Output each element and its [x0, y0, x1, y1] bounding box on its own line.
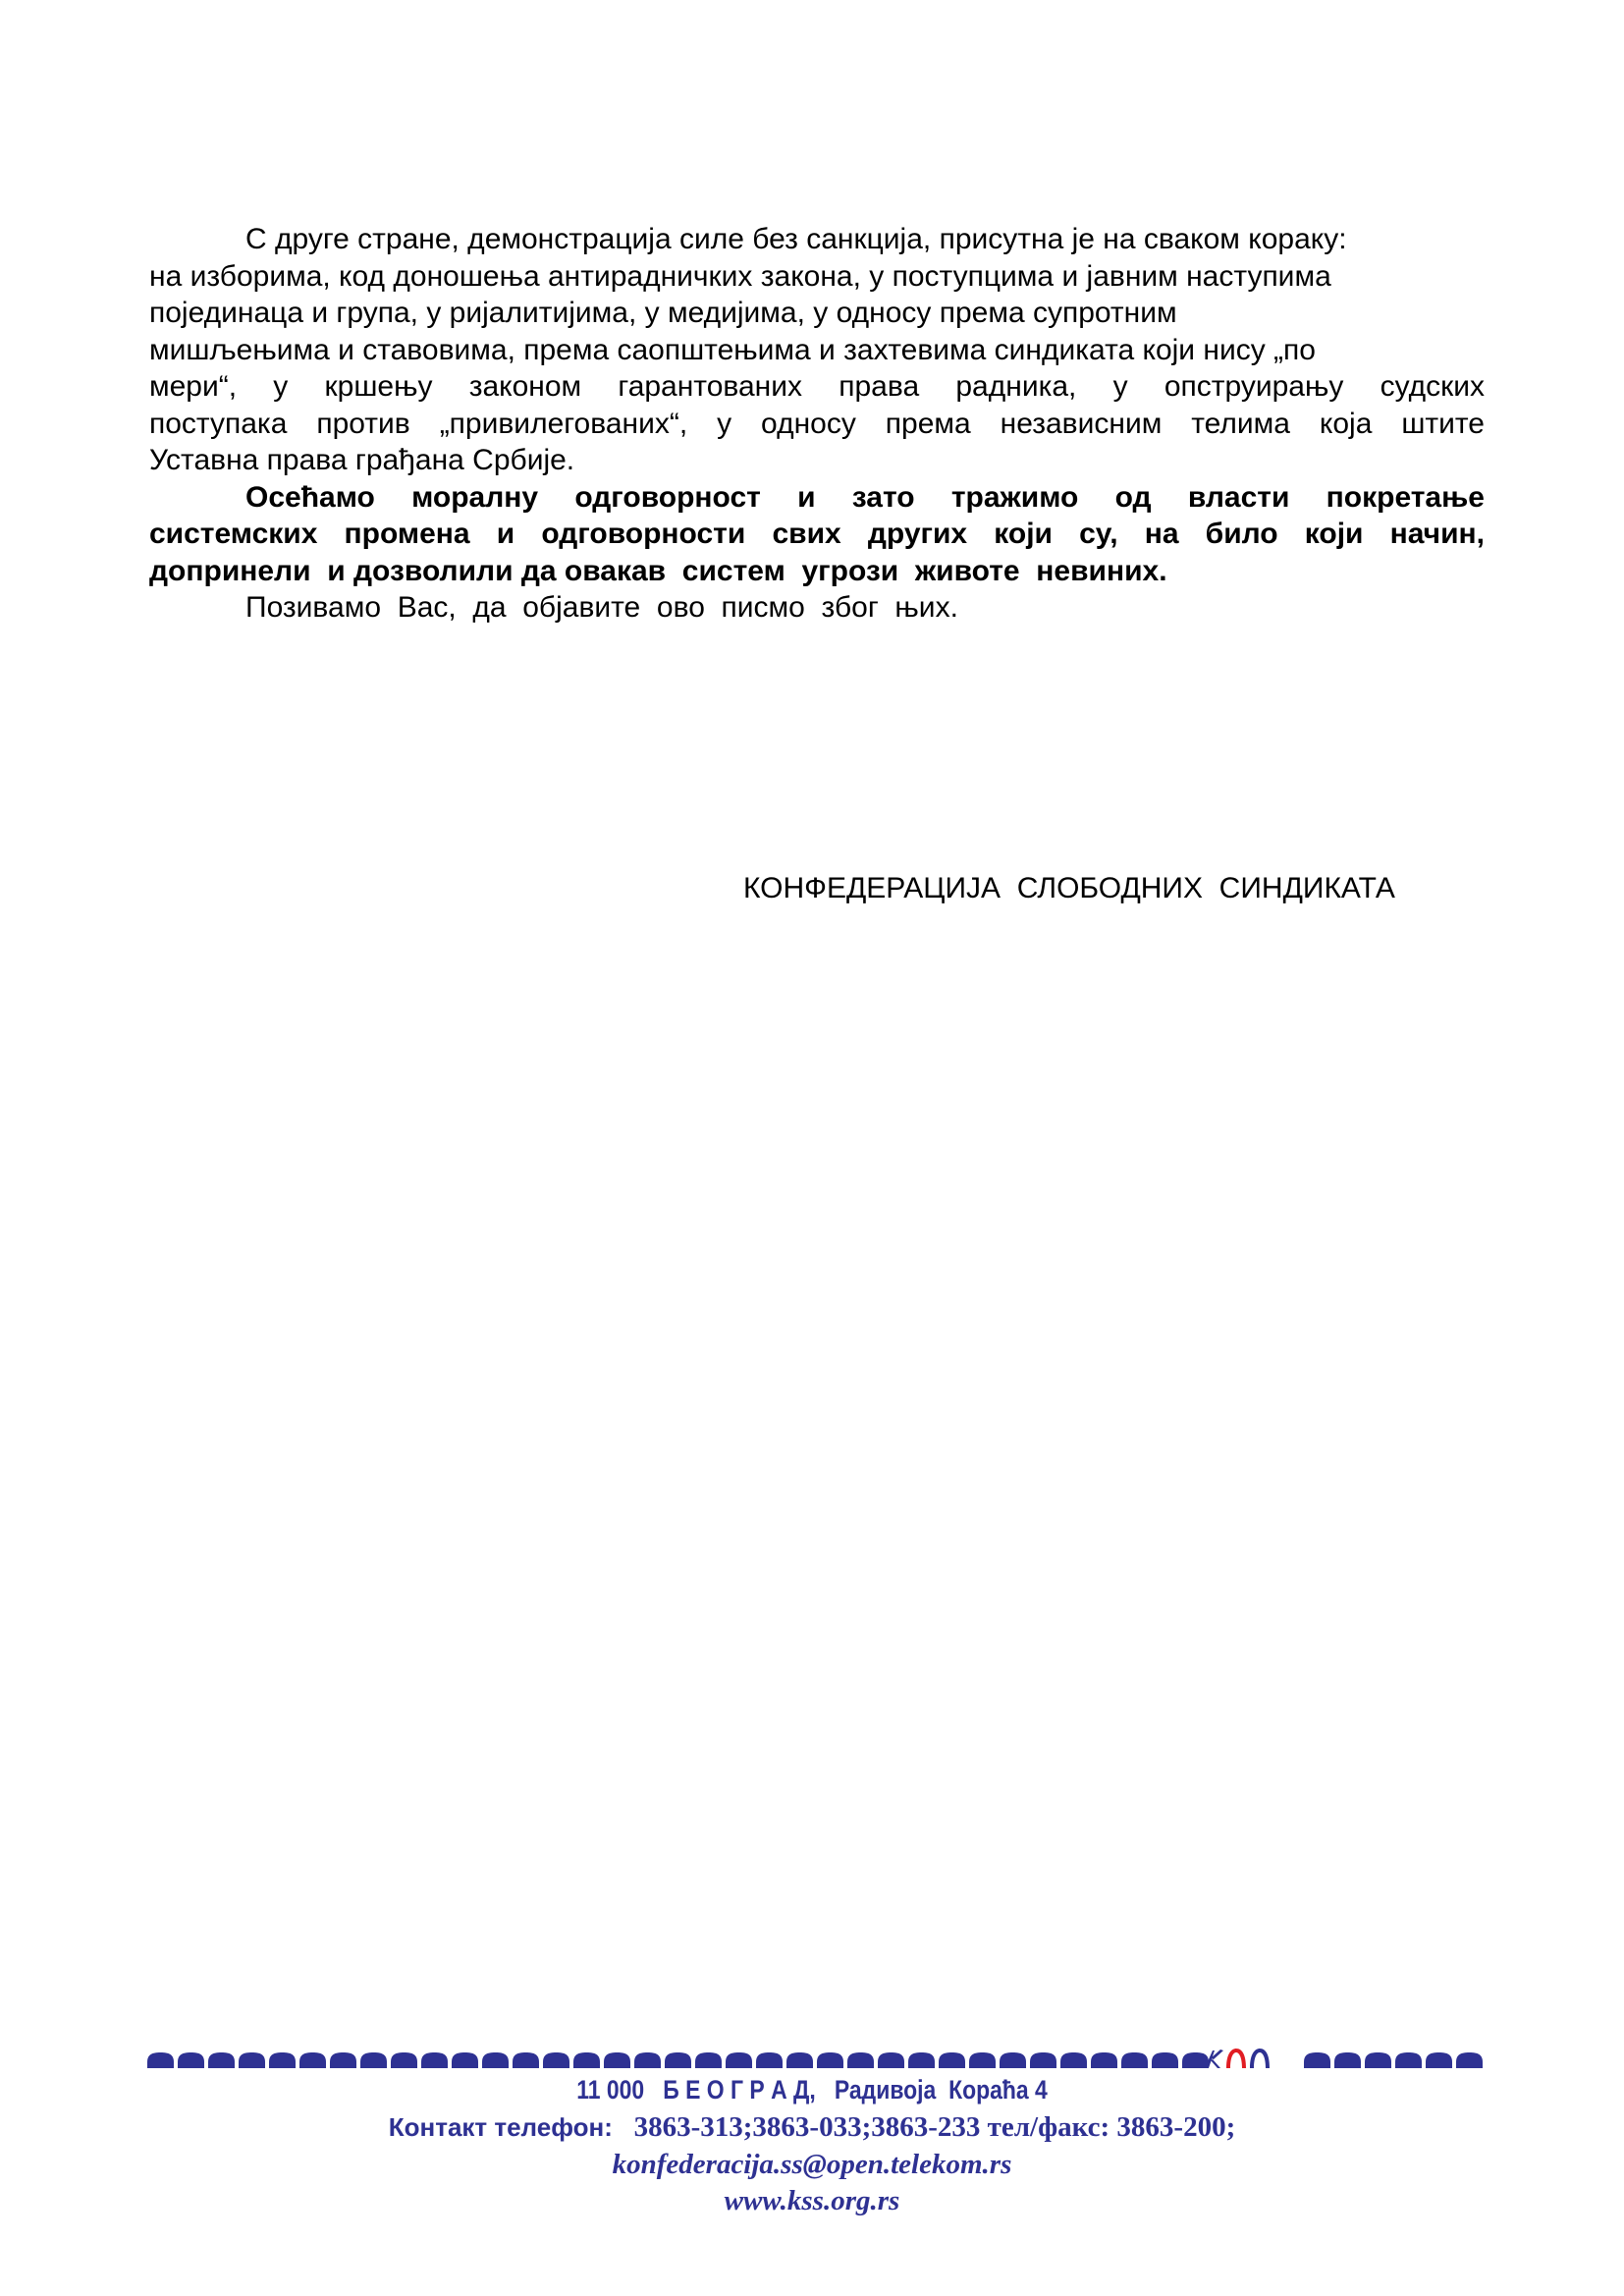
band-scallop [878, 2052, 904, 2068]
band-scallop [1304, 2052, 1330, 2068]
band-scallop [1426, 2052, 1452, 2068]
band-scallop [1365, 2052, 1391, 2068]
band-scallop [1456, 2052, 1483, 2068]
band-scallop [726, 2052, 752, 2068]
band-scallop [239, 2052, 265, 2068]
footer-website-link[interactable]: www.kss.org.rs [724, 2185, 900, 2216]
band-scallop [939, 2052, 965, 2068]
bold-paragraph-line: допринели и дозволили да овакав систем угрози животе невиних. [149, 554, 1167, 587]
closing-line: Позивамо Вас, да објавите ово писмо због њих. [245, 591, 958, 624]
band-scallop [1060, 2052, 1087, 2068]
band-scallop [360, 2052, 387, 2068]
band-scallop [756, 2052, 783, 2068]
band-scallop [482, 2052, 509, 2068]
bold-paragraph-line: системских промена и одговорности свих других који су, на било који начин, [149, 518, 1485, 550]
footer-decorative-band [147, 2047, 1485, 2070]
band-scallop [604, 2052, 630, 2068]
band-scallop [421, 2052, 448, 2068]
band-scallop [695, 2052, 722, 2068]
paragraph-line: Уставна права грађана Србије. [149, 444, 575, 476]
paragraph-line: мишљењима и ставовима, према саопштењима и захтевима синдиката који нису „по [149, 333, 1316, 366]
band-scallop [634, 2052, 661, 2068]
band-scallop [1395, 2052, 1422, 2068]
band-scallop [269, 2052, 296, 2068]
band-scallop [178, 2052, 204, 2068]
band-scallop [208, 2052, 235, 2068]
bold-paragraph-line: Осећамо моралну одговорност и зато тражимо од власти покретање [245, 480, 1485, 514]
band-scallop [147, 2052, 174, 2068]
band-scallop [573, 2052, 600, 2068]
band-scallop [1030, 2052, 1056, 2068]
band-scallop [1152, 2052, 1178, 2068]
band-scallop [908, 2052, 935, 2068]
band-scallop [1334, 2052, 1361, 2068]
band-scallop [1091, 2052, 1117, 2068]
band-scallop [969, 2052, 996, 2068]
band-scallop [817, 2052, 843, 2068]
paragraph-line: поступака против „привилегованих“, у односу према независним телима која штите [149, 407, 1485, 440]
band-scallop [513, 2052, 539, 2068]
band-scallop [847, 2052, 874, 2068]
band-scallop [786, 2052, 813, 2068]
band-scallop [330, 2052, 356, 2068]
paragraph-line: на изборима, код доношења антирадничких закона, у поступцима и јавним наступима [149, 259, 1331, 293]
band-scallop [299, 2052, 326, 2068]
paragraph-line: С друге стране, демонстрација силе без санкција, присутна је на сваком кораку: [245, 223, 1347, 255]
band-scallop [665, 2052, 691, 2068]
footer-phone [0, 2109, 1624, 2145]
kss-logo-icon [1205, 2049, 1270, 2068]
signature: КОНФЕДЕРАЦИЈА СЛОБОДНИХ СИНДИКАТА [743, 872, 1395, 904]
band-scallop [1000, 2052, 1026, 2068]
paragraph-line: мери“, у кршењу законом гарантованих права радника, у опструирању судских [149, 370, 1485, 403]
band-scallop [1121, 2052, 1148, 2068]
letter-body [149, 221, 1485, 627]
footer-email-link[interactable]: konfederacija.ss@open.telekom.rs [612, 2149, 1012, 2180]
phone-label: Контакт телефон: [388, 2112, 613, 2142]
band-arcs [147, 2052, 1483, 2068]
band-scallop [1182, 2052, 1209, 2068]
paragraph-line: појединаца и група, у ријалитијима, у медијима, у односу према супротним [149, 297, 1177, 329]
footer-address: 11 000 Б Е О Г Р А Д, Радивоја Корaћа 4 [576, 2075, 1048, 2105]
band-scallop [543, 2052, 569, 2068]
band-scallop [452, 2052, 478, 2068]
phone-numbers: 3863-313;3863-033;3863-233 тел/факс: 3863-200; [612, 2111, 1236, 2143]
band-scallop [391, 2052, 417, 2068]
